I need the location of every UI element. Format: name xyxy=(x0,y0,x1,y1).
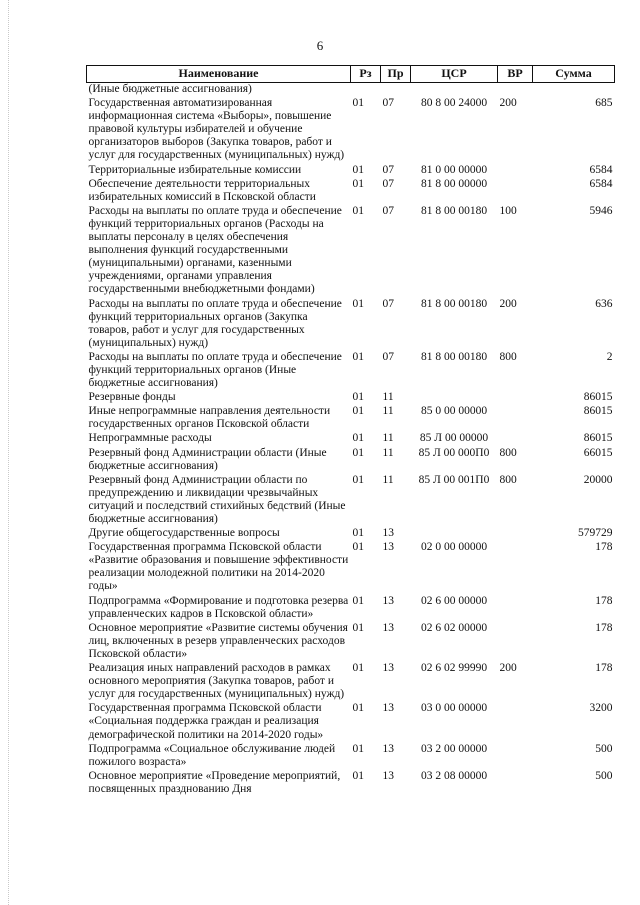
cell-csr: 03 2 00 00000 xyxy=(420,742,488,755)
cell-sum: 500 xyxy=(595,769,613,782)
cell-rz: 01 xyxy=(352,621,364,634)
cell-rz: 01 xyxy=(352,742,364,755)
cell-rz: 01 xyxy=(352,204,364,217)
table-row xyxy=(87,769,615,796)
cell-rz: 01 xyxy=(352,541,364,554)
cell-vr xyxy=(498,83,533,97)
cell-rz: 01 xyxy=(352,662,364,675)
cell-sum: 86015 xyxy=(583,391,613,404)
cell-name: Непрограммные расходы xyxy=(88,432,212,445)
table-row xyxy=(87,431,615,445)
cell-csr: 02 6 00 00000 xyxy=(420,594,488,607)
cell-vr: 200 xyxy=(499,662,517,675)
cell-csr: 02 6 02 00000 xyxy=(420,621,488,634)
cell-vr xyxy=(498,769,533,796)
cell-sum: 20000 xyxy=(583,473,613,486)
cell-vr xyxy=(498,594,533,621)
cell-pr: 07 xyxy=(382,177,394,190)
cell-rz: 01 xyxy=(352,446,364,459)
cell-rz: 01 xyxy=(352,297,364,310)
cell-pr: 11 xyxy=(382,473,394,486)
table-row xyxy=(87,621,615,661)
cell-rz: 01 xyxy=(352,769,364,782)
cell-pr: 07 xyxy=(382,350,394,363)
table-row xyxy=(87,742,615,769)
cell-pr xyxy=(381,83,411,97)
cell-pr: 11 xyxy=(382,405,394,418)
cell-sum: 3200 xyxy=(589,702,613,715)
table-row xyxy=(87,404,615,431)
page-edge-line xyxy=(8,0,10,905)
cell-vr: 200 xyxy=(499,97,517,110)
cell-sum: 5946 xyxy=(589,204,613,217)
table-row xyxy=(87,701,615,741)
header-csr: ЦСР xyxy=(411,66,498,83)
cell-csr: 85 Л 00 001П0 xyxy=(418,473,490,486)
cell-sum: 178 xyxy=(595,662,613,675)
cell-name: Расходы на выплаты по оплате труда и обеспечение функций территориальных органов (Иные бюджетные ассигнования) xyxy=(88,350,342,390)
table-row xyxy=(87,350,615,390)
cell-rz: 01 xyxy=(352,97,364,110)
table-row xyxy=(87,297,615,350)
cell-csr: 81 0 00 00000 xyxy=(420,163,488,176)
cell-name: Основное мероприятие «Проведение мероприятий, посвященных празднованию Дня xyxy=(88,769,341,795)
cell-name: Резервные фонды xyxy=(88,391,176,404)
cell-sum xyxy=(533,83,615,97)
header-sum: Сумма xyxy=(533,66,615,83)
cell-sum: 2 xyxy=(606,350,613,363)
cell-sum: 178 xyxy=(595,621,613,634)
cell-csr: 81 8 00 00180 xyxy=(420,204,488,217)
cell-sum: 636 xyxy=(595,297,613,310)
table-row xyxy=(87,526,615,540)
cell-csr: 85 Л 00 00000 xyxy=(419,432,489,445)
cell-rz: 01 xyxy=(352,350,364,363)
cell-pr: 11 xyxy=(382,391,394,404)
table-row xyxy=(87,446,615,473)
cell-name: Расходы на выплаты по оплате труда и обеспечение функций территориальных органов (Закупка товаров, работ и услуг для государственных (муниципальных) нужд) xyxy=(88,297,342,349)
cell-name: Подпрограмма «Социальное обслуживание людей пожилого возраста» xyxy=(88,742,336,768)
table-row xyxy=(87,473,615,526)
cell-pr: 13 xyxy=(382,527,394,540)
cell-sum: 178 xyxy=(595,541,613,554)
table-row xyxy=(87,163,615,177)
cell-vr xyxy=(498,404,533,431)
cell-pr: 11 xyxy=(382,446,394,459)
cell-csr: 80 8 00 24000 xyxy=(420,97,488,110)
cell-csr xyxy=(411,83,498,97)
cell-vr xyxy=(498,701,533,741)
cell-name: Резервный фонд Администрации области (Иные бюджетные ассигнования) xyxy=(88,446,327,472)
cell-pr: 13 xyxy=(382,769,394,782)
table-row xyxy=(87,204,615,297)
cell-pr: 07 xyxy=(382,297,394,310)
cell-rz: 01 xyxy=(352,473,364,486)
header-rz: Рз xyxy=(351,66,381,83)
cell-csr: 81 8 00 00180 xyxy=(420,297,488,310)
cell-rz: 01 xyxy=(352,527,364,540)
table-row xyxy=(87,96,615,162)
cell-rz: 01 xyxy=(352,405,364,418)
cell-pr: 13 xyxy=(382,541,394,554)
cell-vr xyxy=(498,540,533,593)
table-row xyxy=(87,594,615,621)
cell-rz: 01 xyxy=(352,177,364,190)
cell-sum: 6584 xyxy=(589,177,613,190)
cell-vr: 800 xyxy=(499,473,517,486)
cell-sum: 66015 xyxy=(583,446,613,459)
cell-sum: 6584 xyxy=(589,163,613,176)
cell-sum: 178 xyxy=(595,594,613,607)
cell-vr: 100 xyxy=(499,204,517,217)
cell-sum: 86015 xyxy=(583,432,613,445)
cell-vr xyxy=(498,163,533,177)
cell-csr: 85 0 00 00000 xyxy=(420,405,488,418)
cell-csr: 81 8 00 00000 xyxy=(420,177,488,190)
cell-rz: 01 xyxy=(352,702,364,715)
cell-rz: 01 xyxy=(352,391,364,404)
cell-vr: 800 xyxy=(499,350,517,363)
cell-pr: 13 xyxy=(382,621,394,634)
cell-sum: 579729 xyxy=(578,527,613,540)
cell-vr: 800 xyxy=(499,446,517,459)
cell-rz: 01 xyxy=(352,432,364,445)
cell-name: Основное мероприятие «Развитие системы обучения лиц, включенных в резерв управленческих расходов Псковской области» xyxy=(88,621,348,660)
cell-pr: 07 xyxy=(382,204,394,217)
cell-rz: 01 xyxy=(352,163,364,176)
cell-name: Обеспечение деятельности территориальных избирательных комиссий в Псковской области xyxy=(88,177,316,203)
budget-table xyxy=(86,65,615,796)
cell-vr xyxy=(498,621,533,661)
cell-pr: 13 xyxy=(382,662,394,675)
table-row xyxy=(87,177,615,204)
cell-pr: 13 xyxy=(382,742,394,755)
cell-pr: 11 xyxy=(382,432,394,445)
cell-pr: 07 xyxy=(382,97,394,110)
cell-vr xyxy=(498,390,533,404)
cell-name: Расходы на выплаты по оплате труда и обеспечение функций территориальных органов (Расходы на выплаты персоналу в целях обеспечения выполнения функций государственными (муниципальными) органами, казенными учреждениями, органами управления государственными внебюджетными фондами) xyxy=(88,204,342,296)
table-header-row xyxy=(87,66,615,83)
cell-pr: 07 xyxy=(382,163,394,176)
cell-rz xyxy=(351,83,381,97)
cell-vr xyxy=(498,431,533,445)
cell-vr: 200 xyxy=(499,297,517,310)
page-number: 6 xyxy=(316,38,324,53)
cell-csr: 03 2 08 00000 xyxy=(420,769,488,782)
cell-name: Иные непрограммные направления деятельности государственных органов Псковской области xyxy=(88,405,331,431)
cell-sum: 500 xyxy=(595,742,613,755)
table-row xyxy=(87,390,615,404)
cell-csr xyxy=(411,526,498,540)
cell-name: Территориальные избирательные комиссии xyxy=(88,163,302,176)
cell-vr xyxy=(498,177,533,204)
cell-name: Подпрограмма «Формирование и подготовка резерва управленческих кадров в Псковской области» xyxy=(88,594,349,620)
table-row xyxy=(87,540,615,593)
cell-name: Резервный фонд Администрации области по предупреждению и ликвидации чрезвычайных ситуаций и последствий стихийных бедствий (Иные бюджетные ассигнования) xyxy=(88,473,346,525)
cell-csr: 02 6 02 99990 xyxy=(420,662,488,675)
cell-csr xyxy=(411,390,498,404)
table-row xyxy=(87,661,615,701)
cell-pr: 13 xyxy=(382,702,394,715)
cell-sum: 86015 xyxy=(583,405,613,418)
cell-csr: 03 0 00 00000 xyxy=(420,702,488,715)
cell-csr: 02 0 00 00000 xyxy=(420,541,488,554)
cell-name: (Иные бюджетные ассигнования) xyxy=(88,83,252,95)
header-pr: Пр xyxy=(381,66,411,83)
cell-sum: 685 xyxy=(595,97,613,110)
header-vr: ВР xyxy=(498,66,533,83)
cell-vr xyxy=(498,742,533,769)
cell-name: Государственная программа Псковской области «Развитие образования и повышение эффективности реализации молодежной политики на 2014-2020 годы» xyxy=(88,541,349,593)
cell-vr xyxy=(498,526,533,540)
cell-name: Государственная автоматизированная информационная система «Выборы», повышение правовой культуры избирателей и обучение организаторов выборов (Закупка товаров, работ и услуг для государственных (муниципальных) нужд) xyxy=(88,97,345,162)
cell-name: Реализация иных направлений расходов в рамках основного мероприятия (Закупка товаров, работ и услуг для государственных (муниципальных) нужд) xyxy=(88,662,345,701)
cell-pr: 13 xyxy=(382,594,394,607)
header-name: Наименование xyxy=(87,66,351,83)
cell-csr: 81 8 00 00180 xyxy=(420,350,488,363)
table-row xyxy=(87,83,615,97)
cell-name: Другие общегосударственные вопросы xyxy=(88,527,280,540)
cell-name: Государственная программа Псковской области «Социальная поддержка граждан и реализация демографической политики на 2014-2020 годы» xyxy=(88,702,324,741)
cell-csr: 85 Л 00 000П0 xyxy=(418,446,490,459)
cell-rz: 01 xyxy=(352,594,364,607)
